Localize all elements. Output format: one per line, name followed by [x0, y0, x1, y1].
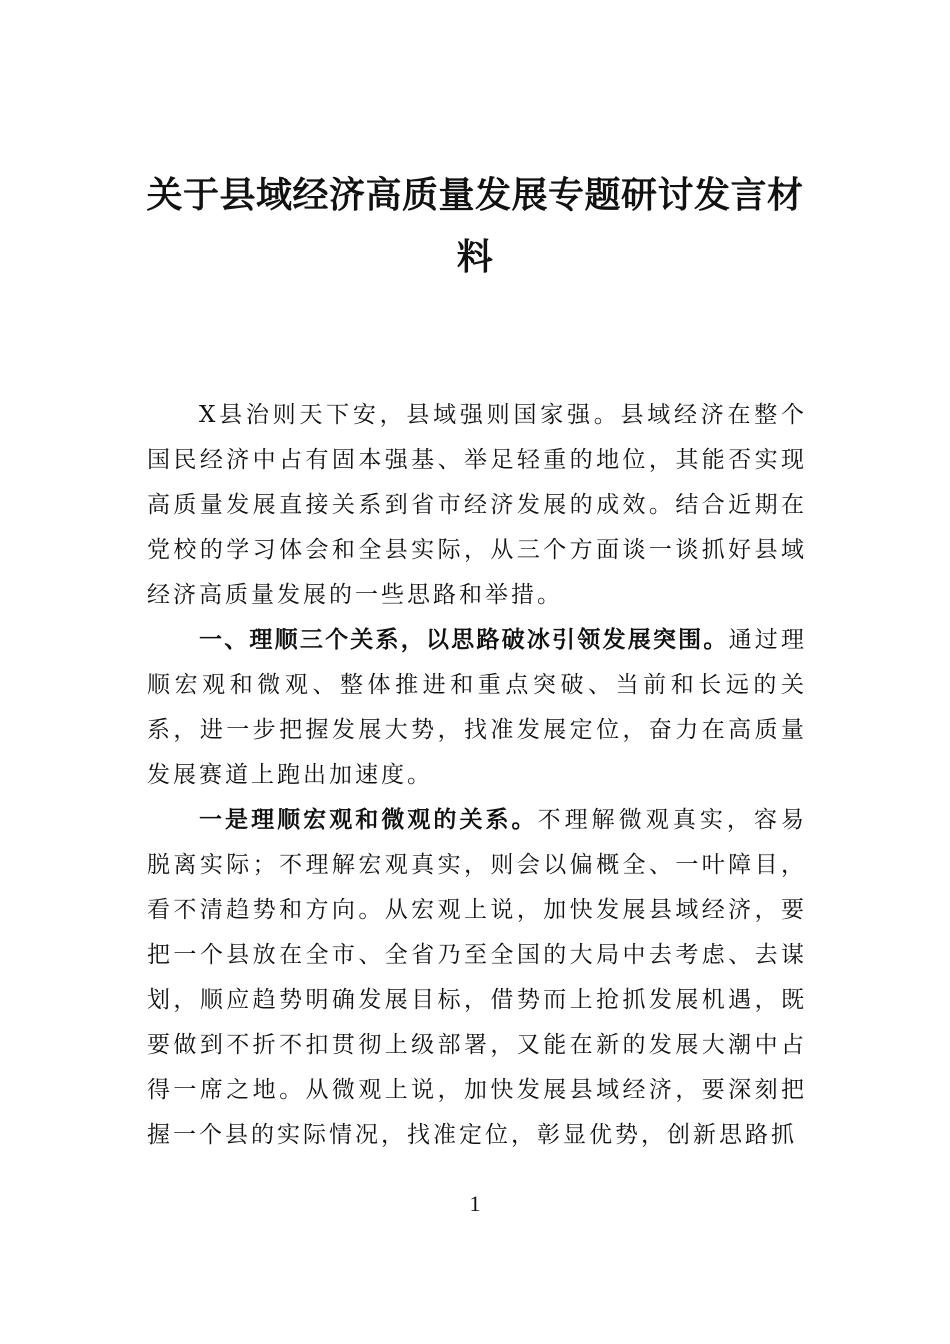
- paragraph-text: 不理解微观真实，容易脱离实际；不理解宏观真实，则会以偏概全、一叶障目，看不清趋势和方向。从宏观上说，加快发展县域经济，要把一个县放在全市、全省乃至全国的大局中去考虑、去谋划，顺应趋势明确发展目标，借势而上抢抓发展机遇，既要做到不折不扣贯彻上级部署，又能在新的发展大潮中占得一席之地。从微观上说，加快发展县域经济，要深刻把握一个县的实际情况，找准定位，彰显优势，创新思路抓: [147, 807, 808, 1148]
- document-title: 关于县域经济高质量发展专题研讨发言材料: [146, 174, 804, 278]
- paragraph-text: 通过理顺宏观和微观、整体推进和重点突破、当前和长远的关系，进一步把握发展大势，找准发展定位，奋力在高质量发展赛道上跑出加速度。: [147, 627, 808, 788]
- section-one-paragraph: [147, 618, 807, 798]
- section-heading: 一、理顺三个关系，以思路破冰引领发展突围。: [199, 627, 729, 653]
- point-one-paragraph: [147, 798, 807, 1158]
- page-number: 1: [469, 1191, 481, 1216]
- document-body: [147, 393, 807, 1158]
- intro-paragraph: [147, 393, 807, 618]
- point-heading: 一是理顺宏观和微观的关系。: [199, 807, 538, 833]
- paragraph-text: X县治则天下安，县域强则国家强。县域经济在整个国民经济中占有固本强基、举足轻重的地位，其能否实现高质量发展直接关系到省市经济发展的成效。结合近期在党校的学习体会和全县实际，从三个方面谈一谈抓好县域经济高质量发展的一些思路和举措。: [147, 402, 807, 608]
